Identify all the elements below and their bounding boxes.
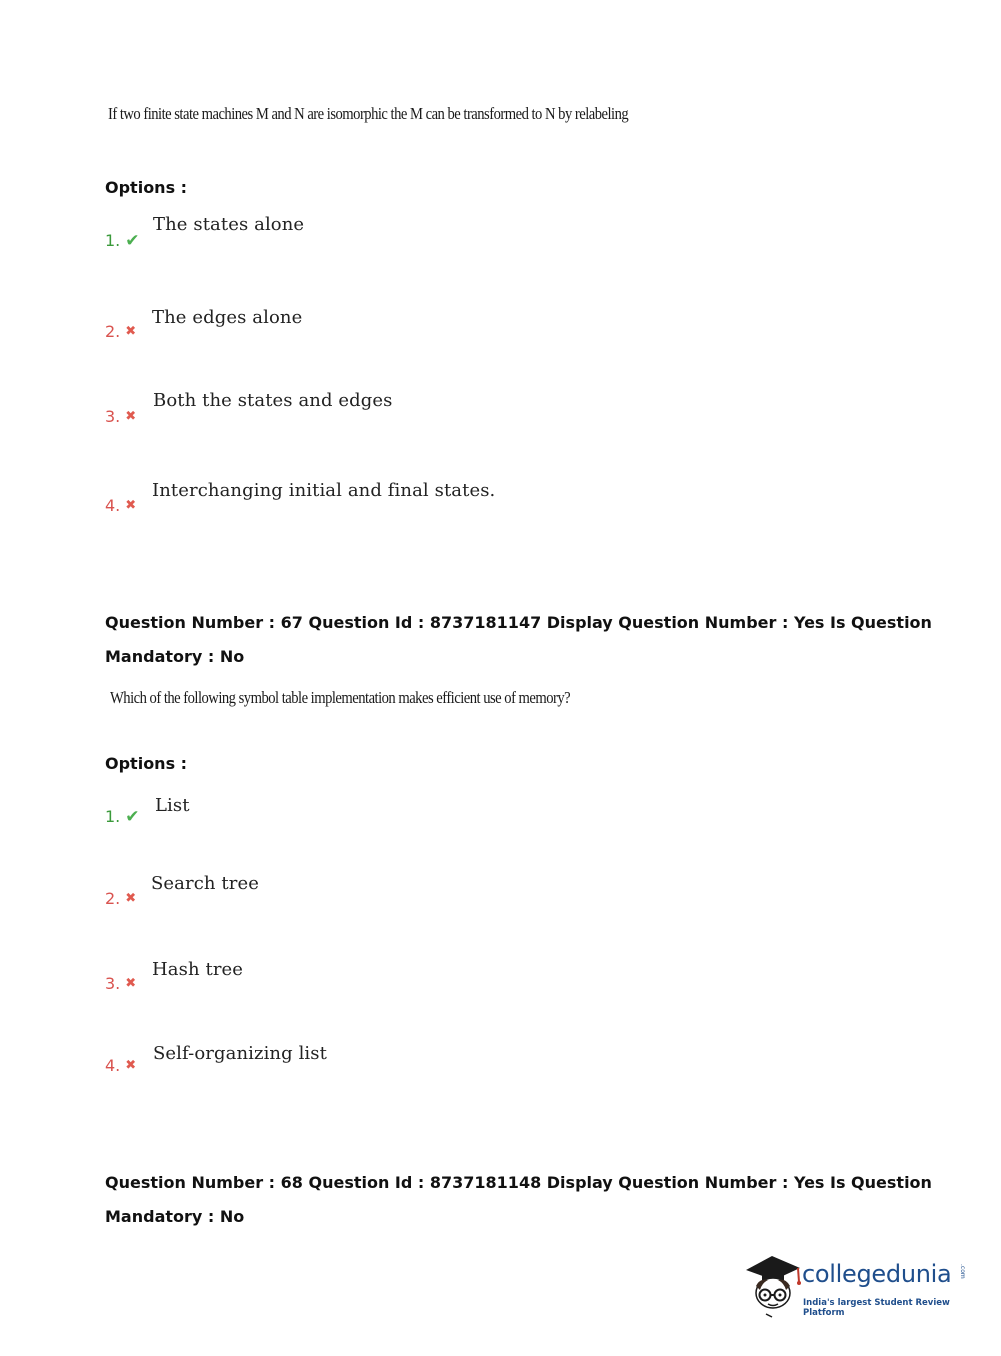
collegedunia-logo [742,1250,972,1320]
cross-icon: ✖ [125,498,137,513]
cross-icon: ✖ [125,409,137,424]
q66-option-2-text: The edges alone [152,307,303,328]
logo-suffix: .com [959,1264,966,1279]
logo-wordmark: collegedunia [802,1260,952,1288]
cross-icon: ✖ [125,976,137,991]
q67-option-3-number: 3. [105,974,121,993]
q67-option-2-text: Search tree [151,873,259,894]
q66-option-3-text: Both the states and edges [153,390,393,411]
q66-option-1-text: The states alone [153,214,305,235]
question-67-stem: Which of the following symbol table implementation makes efficient use of memory? [110,688,571,707]
q66-option-2-marker [105,322,136,341]
q67-options-label: Options : [105,754,188,773]
q67-option-3-text: Hash tree [152,959,244,980]
check-icon: ✔ [125,807,140,827]
q66-option-4-number: 4. [105,496,121,515]
q66-options-label: Options : [105,178,188,197]
question-66-stem: If two finite state machines M and N are isomorphic the M can be transformed to N by relabeling [108,104,629,123]
q66-option-4-marker [105,496,136,515]
q67-option-2-marker [105,889,136,908]
q68-meta-line-2: Mandatory : No [105,1207,245,1226]
q67-option-3-marker [105,974,136,993]
q66-option-2-number: 2. [105,322,121,341]
q66-option-1-marker [105,231,140,251]
q68-meta-line-1: Question Number : 68 Question Id : 8737181148 Display Question Number : Yes Is Question [105,1173,932,1192]
q66-option-3-number: 3. [105,407,121,426]
q67-option-1-number: 1. [105,807,121,826]
logo-tagline: India's largest Student Review Platform [803,1298,950,1318]
q67-option-4-text: Self-organizing list [153,1043,327,1064]
q67-meta-line-2: Mandatory : No [105,647,245,666]
q67-option-4-marker [105,1056,136,1075]
q67-option-4-number: 4. [105,1056,121,1075]
q66-option-3-marker [105,407,136,426]
q67-option-1-text: List [155,795,190,816]
q66-option-1-number: 1. [105,231,121,250]
q67-option-2-number: 2. [105,889,121,908]
cross-icon: ✖ [125,1058,137,1073]
mascot-icon [742,1250,804,1320]
cross-icon: ✖ [125,891,137,906]
q66-option-4-text: Interchanging initial and final states. [152,480,496,501]
cross-icon: ✖ [125,324,137,339]
q67-meta-line-1: Question Number : 67 Question Id : 8737181147 Display Question Number : Yes Is Question [105,613,932,632]
check-icon: ✔ [125,231,140,251]
q67-option-1-marker [105,807,140,827]
